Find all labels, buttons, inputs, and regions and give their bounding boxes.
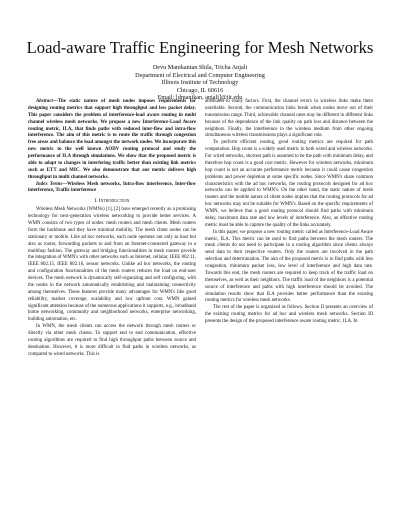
abstract-text: —The static nature of mesh nodes imposes requirements for designing routing metrics that support high throughput and low packet delay. This paper considers the problem of interference-load aware routing in multi channel wireless mesh networks. We propose a new Interference-Load Aware routing metric, ILA, that finds paths with reduced inter-flow and intra-flow interference. The aim of this metric is to route the traffic through congestion free areas and balance the load amongst the network nodes. We incorporate this new metric to the well known AODV routing protocol and study the performance of ILA through simulations. We show that the proposed metric is able to adapt to changes in interfering traffic better than existing link metrics such as ETT and MIC. We also demonstrate that our metric delivers high throughput in multi channel networks. xyxy=(28,99,196,180)
author-block xyxy=(20,64,380,102)
abstract xyxy=(28,99,196,182)
index-terms-label: Index Terms xyxy=(36,181,63,187)
intro-paragraph-2: In WMN, the mesh clients can access the network through mesh routers or directly via other mesh clients. To support end to end communication, effective routing algorithms are required to find high throughput paths between source and destination. However, it is more difficult to find paths in wireless networks, as compared to wired networks. This is xyxy=(28,324,196,357)
right-paragraph-1: attributed to many factors. First, the channel errors in wireless links make them unreliable. Second, the communication links break when nodes move out of their transmission range. Third, achievable channel rates may be different in different links because of the dependence of the link quality on path loss and distance between the neighbors. Finally, the interference in the wireless medium from other ongoing simultaneous wireless transmissions plays a significant role. xyxy=(205,99,373,139)
affiliation-department: Department of Electrical and Computer Engineering xyxy=(135,71,265,79)
right-paragraph-3: In this paper, we propose a new routing metric called as Interference-Load Aware metric, ILA. This metric can be used to find paths between the mesh routers. The mesh clients do not need to participate in a routing algorithm since clients always send data to their respective routers. Only the routers are involved in the path selection and determination. The aim of the proposed metric is to find paths with less congestion, minimum packet loss, low level of interference and high data rate. Towards this end, the mesh routers are required to keep track of the traffic load on themselves, as well as their neighbors. The traffic load of the neighbors is a potential source of interference and paths with high interference should be avoided. The simulation results show that ILA provides better performance than the existing routing metrics for wireless mesh networks. xyxy=(205,229,373,304)
affiliation-institute: Illinois Institute of Technology xyxy=(161,79,239,87)
index-terms-text: —Wireless Mesh networks, Intra-flow interference, Inter-flow interference, Traffic interference xyxy=(28,181,196,194)
right-paragraph-4: The rest of the paper is organized as follows. Section II presents an overview of the existing routing metrics for ad hoc and wireless mesh networks. Section III presents the design of the proposed interference aware routing metric, ILA. In xyxy=(205,305,373,324)
section-heading-introduction: I. Introduction xyxy=(94,198,130,205)
affiliation-city: Chicago, IL 60616 xyxy=(176,86,224,94)
intro-paragraph-1: Wireless Mesh Networks (WMNs) [1], [2] have emerged recently as a promising technology for next-generation wireless networking to provide better services. A WMN consists of two types of nodes: mesh routers and mesh clients. Mesh routers form the backbone and they have minimal mobility. The mesh client nodes can be stationary or mobile. Like ad hoc networks, each node operates not only as host but also as router, forwarding packets to and from an Internet-connected gateway in a multihop fashion. The gateway and bridging functionalities in mesh routers provide the integration of WMN's with other networks such as Internet, cellular, IEEE 802.11, IEEE 802.15, IEEE 802.16, sensor networks. Unlike ad hoc networks, the routing and configuration functionalities of the mesh routers reduces the load on end-user devices. The mesh network is dynamically self-organizing and self configuring, with the nodes in the network automatically establishing and maintaining connectivity among themselves. These features provide many advantages for WMN's like good reliability, market coverage, scalability and low upfront cost. WMN gained significant attention because of the numerous applications it supports, e.g., broadband home networking, community and neighborhood networks, enterprise networking, building automation, etc. xyxy=(28,207,197,323)
left-column xyxy=(28,99,196,359)
paper-title: Load-aware Traffic Engineering for Mesh Networks xyxy=(26,38,374,57)
abstract-label: Abstract xyxy=(36,99,53,104)
author-names: Devu Manikantan Shila, Tricha Anjali xyxy=(152,64,248,71)
index-terms xyxy=(28,182,196,196)
right-paragraph-2: To perform efficient routing, good routing metrics are required for path computation. Hop count is a widely used metric in both wired and wireless networks. For wired networks, shortest path is assumed to be the path with minimum delay, and therefore hop count is a good cost metric. However for wireless networks, minimum hop count is not an accurate performance metric because it could cause congestion problems and power depletion at some specific nodes. Since WMN's share common characteristics with the ad hoc networks, the routing protocols designed for ad hoc networks can be applied to WMN's. On the other hand, the static nature of mesh routers and the mobile nature of client nodes implies that the routing protocols for ad hoc networks may not be suitable for WMN's. Based on the specific requirements of WMN, we believe that a good routing protocol should find paths with minimum delay, maximum data rate and low levels of interference. Also, an effective routing metric must be able to capture the quality of the links accurately. xyxy=(205,140,373,228)
right-column xyxy=(205,99,373,326)
author-email: Email: [dmanikan, anjali]@iit.edu xyxy=(157,94,243,102)
